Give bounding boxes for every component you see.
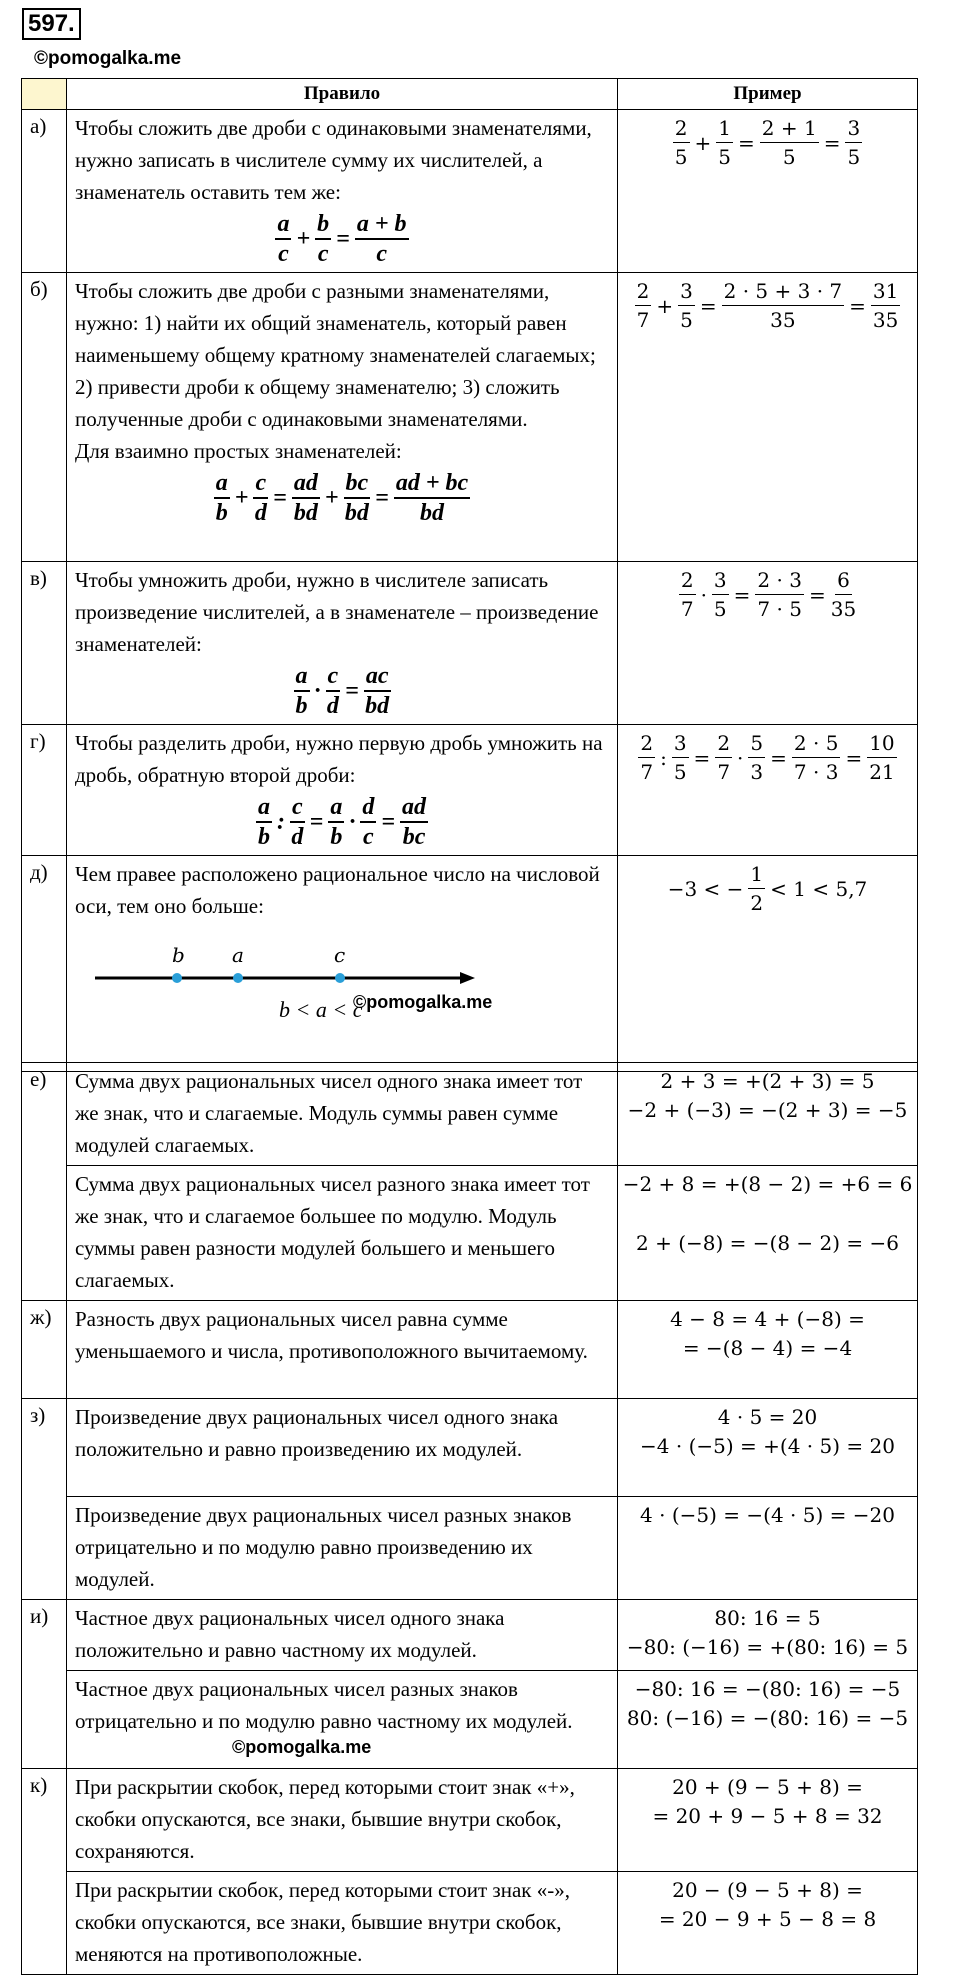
table-row bbox=[22, 725, 918, 856]
table-row bbox=[22, 273, 918, 562]
rule-text: Разность двух рациональных чисел равна сумме уменьшаемого и числа, противоположного вычитаемому. bbox=[75, 1307, 588, 1363]
example-line: 4 · (−5) = −(4 · 5) = −20 bbox=[640, 1503, 895, 1527]
row-label: г) bbox=[22, 725, 67, 856]
rule-cell bbox=[67, 1600, 618, 1671]
example-formula: $\frac{2}{7}$ + $\frac{3}{5}$ = $\frac{2 \cdot 5 + 3 \cdot 7}{35}$ = $\frac{31}{35}$ bbox=[636, 279, 899, 332]
rule-cell bbox=[67, 273, 618, 562]
rule-formula: $\frac{a}{b}$ : $\frac{c}{d}$ = $\frac{a}{b}$ · $\frac{d}{c}$ = $\frac{ad}{bc}$ bbox=[257, 794, 427, 850]
rule-cell bbox=[67, 1671, 618, 1769]
example-line: −80: 16 = −(80: 16) = −5 bbox=[634, 1677, 901, 1701]
number-line bbox=[75, 934, 609, 1024]
example-line: 2 + 3 = +(2 + 3) = 5 bbox=[660, 1069, 875, 1093]
rule-cell bbox=[67, 110, 618, 273]
table-row bbox=[22, 1769, 918, 1872]
example-line: −4 · (−5) = +(4 · 5) = 20 bbox=[640, 1434, 895, 1458]
rule-text: Частное двух рациональных чисел одного знака положительно и равно частному их модулей. bbox=[75, 1606, 505, 1662]
row-label: к) bbox=[22, 1769, 67, 1975]
example-cell bbox=[618, 1769, 918, 1872]
table-row bbox=[22, 1301, 918, 1399]
rule-cell bbox=[67, 1301, 618, 1399]
example-cell bbox=[618, 1399, 918, 1497]
fractions-rules-table bbox=[21, 78, 918, 1072]
example-cell bbox=[618, 1063, 918, 1166]
example-cell bbox=[618, 1600, 918, 1671]
table-row bbox=[22, 1872, 918, 1975]
table-row bbox=[22, 110, 918, 273]
example-line: = 20 + 9 − 5 + 8 = 32 bbox=[652, 1804, 883, 1828]
row-label: в) bbox=[22, 562, 67, 725]
rule-cell bbox=[67, 1063, 618, 1166]
watermark: ©pomogalka.me bbox=[34, 48, 182, 69]
example-line: = −(8 − 4) = −4 bbox=[682, 1336, 853, 1360]
rule-cell bbox=[67, 725, 618, 856]
rule-text: При раскрытии скобок, перед которыми стоит знак «-», скобки опускаются, все знаки, бывшие внутри скобок, меняются на противоположные. bbox=[75, 1878, 570, 1966]
row-label: и) bbox=[22, 1600, 67, 1769]
example-line: −2 + (−3) = −(2 + 3) = −5 bbox=[627, 1098, 908, 1122]
example-line: 2 + (−8) = −(8 − 2) = −6 bbox=[636, 1231, 899, 1255]
rule-cell bbox=[67, 562, 618, 725]
rule-text: Чем правее расположено рациональное число на числовой оси, тем оно больше: bbox=[75, 862, 600, 918]
example-line: −80: (−16) = +(80: 16) = 5 bbox=[626, 1635, 909, 1659]
rule-text: Произведение двух рациональных чисел одного знака положительно и равно произведению их модулей. bbox=[75, 1405, 559, 1461]
point-label-a: a bbox=[232, 943, 244, 967]
rule-cell bbox=[67, 1769, 618, 1872]
example-formula: $\frac{2}{7}$ · $\frac{3}{5}$ = $\frac{2 \cdot 3}{7 \cdot 5}$ = $\frac{6}{35}$ bbox=[680, 568, 857, 621]
table-row bbox=[22, 562, 918, 725]
example-cell bbox=[618, 1166, 918, 1301]
rule-text: Чтобы умножить дроби, нужно в числителе записать произведение числителей, а в знаменателе – произведение знаменателей: bbox=[75, 568, 599, 656]
example-cell bbox=[618, 1872, 918, 1975]
inequality: b < a < c bbox=[279, 997, 363, 1022]
rule-text-coprime: Для взаимно простых знаменателей: bbox=[75, 439, 402, 463]
table-row bbox=[22, 1063, 918, 1166]
arrow-right-icon bbox=[460, 972, 475, 984]
rule-text: Чтобы сложить две дроби с одинаковыми знаменателями, нужно записать в числителе сумму их числителей, а знаменатель оставить тем же: bbox=[75, 116, 592, 204]
rule-formula: $\frac{a}{c}$ + $\frac{b}{c}$ = $\frac{a + b}{c}$ bbox=[277, 211, 407, 267]
example-formula: $\frac{2}{5}$ + $\frac{1}{5}$ = $\frac{2 + 1}{5}$ = $\frac{3}{5}$ bbox=[674, 116, 861, 169]
row-label: з) bbox=[22, 1399, 67, 1600]
rule-cell bbox=[67, 1166, 618, 1301]
point-label-c: c bbox=[334, 943, 346, 967]
header-rule: Правило bbox=[67, 79, 618, 110]
rule-text: Произведение двух рациональных чисел разных знаков отрицательно и по модулю равно произведению их модулей. bbox=[75, 1503, 572, 1591]
example-line: 80: 16 = 5 bbox=[714, 1606, 821, 1630]
example-cell bbox=[618, 273, 918, 562]
example-cell bbox=[618, 856, 918, 1072]
example-formula: −3 < − $\frac{1}{2}$ < 1 < 5,7 bbox=[667, 862, 868, 915]
number-line-svg bbox=[75, 934, 615, 994]
point-a bbox=[233, 973, 243, 983]
row-label: б) bbox=[22, 273, 67, 562]
row-label: д) bbox=[22, 856, 67, 1072]
rule-text: Сумма двух рациональных чисел разного знака имеет тот же знак, что и слагаемое большее по модулю. Модуль суммы равен разности модулей большего и меньшего слагаемых. bbox=[75, 1172, 590, 1292]
rule-formula: $\frac{a}{b}$ · $\frac{c}{d}$ = $\frac{ac}{bd}$ bbox=[295, 663, 390, 719]
rule-cell bbox=[67, 1399, 618, 1497]
example-cell bbox=[618, 1671, 918, 1769]
table-row bbox=[22, 856, 918, 1072]
watermark: ©pomogalka.me bbox=[232, 1737, 372, 1757]
rule-formula: $\frac{a}{b}$ + $\frac{c}{d}$ = $\frac{ad}{bd}$ + $\frac{bc}{bd}$ = $\frac{ad + bc}{bd}$ bbox=[215, 470, 469, 526]
table-row bbox=[22, 1671, 918, 1769]
point-b bbox=[172, 973, 182, 983]
example-line: −2 + 8 = +(8 − 2) = +6 = 6 bbox=[622, 1172, 913, 1196]
table-row bbox=[22, 1166, 918, 1301]
point-c bbox=[335, 973, 345, 983]
rule-cell bbox=[67, 1497, 618, 1600]
rule-text: Частное двух рациональных чисел разных знаков отрицательно и по модулю равно частному их модулей. bbox=[75, 1677, 573, 1733]
example-line: = 20 − 9 + 5 − 8 = 8 bbox=[658, 1907, 877, 1931]
rule-text: При раскрытии скобок, перед которыми стоит знак «+», скобки опускаются, все знаки, бывшие внутри скобок, сохраняются. bbox=[75, 1775, 575, 1863]
example-cell bbox=[618, 725, 918, 856]
rule-cell bbox=[67, 856, 618, 1072]
example-cell bbox=[618, 1497, 918, 1600]
header-example: Пример bbox=[618, 79, 918, 110]
example-line: 80: (−16) = −(80: 16) = −5 bbox=[626, 1706, 909, 1730]
rule-text: Сумма двух рациональных чисел одного знака имеет тот же знак, что и слагаемые. Модуль суммы равен сумме модулей слагаемых. bbox=[75, 1069, 583, 1157]
example-formula: $\frac{2}{7}$ : $\frac{3}{5}$ = $\frac{2}{7}$ · $\frac{5}{3}$ = $\frac{2 \cdot 5}{7 \cdot 3}$ = $\frac{10}{21}$ bbox=[640, 731, 895, 784]
corner-cell bbox=[22, 79, 67, 110]
example-cell bbox=[618, 110, 918, 273]
example-line: 4 − 8 = 4 + (−8) = bbox=[670, 1307, 865, 1331]
rational-numbers-rules-table bbox=[21, 1062, 918, 1975]
table-row bbox=[22, 1399, 918, 1497]
example-line: 20 − (9 − 5 + 8) = bbox=[672, 1878, 863, 1902]
row-label: а) bbox=[22, 110, 67, 273]
example-line: 4 · 5 = 20 bbox=[717, 1405, 818, 1429]
example-cell bbox=[618, 562, 918, 725]
rule-cell bbox=[67, 1872, 618, 1975]
rule-text: Чтобы сложить две дроби с разными знаменателями, нужно: 1) найти их общий знаменатель, который равен наименьшему общему кратному знаменателей слагаемых; 2) привести дроби к общему знаменателю; 3) сложить полученные дроби с одинаковыми знаменателями. bbox=[75, 279, 596, 431]
header-row bbox=[22, 79, 918, 110]
example-cell bbox=[618, 1301, 918, 1399]
table-row bbox=[22, 1497, 918, 1600]
row-label: е) bbox=[22, 1063, 67, 1301]
problem-number: 597. bbox=[22, 8, 81, 40]
watermark: ©pomogalka.me bbox=[353, 992, 493, 1012]
rule-text: Чтобы разделить дроби, нужно первую дробь умножить на дробь, обратную второй дроби: bbox=[75, 731, 603, 787]
table-row bbox=[22, 1600, 918, 1671]
row-label: ж) bbox=[22, 1301, 67, 1399]
point-label-b: b bbox=[172, 943, 185, 967]
example-line: 20 + (9 − 5 + 8) = bbox=[672, 1775, 863, 1799]
